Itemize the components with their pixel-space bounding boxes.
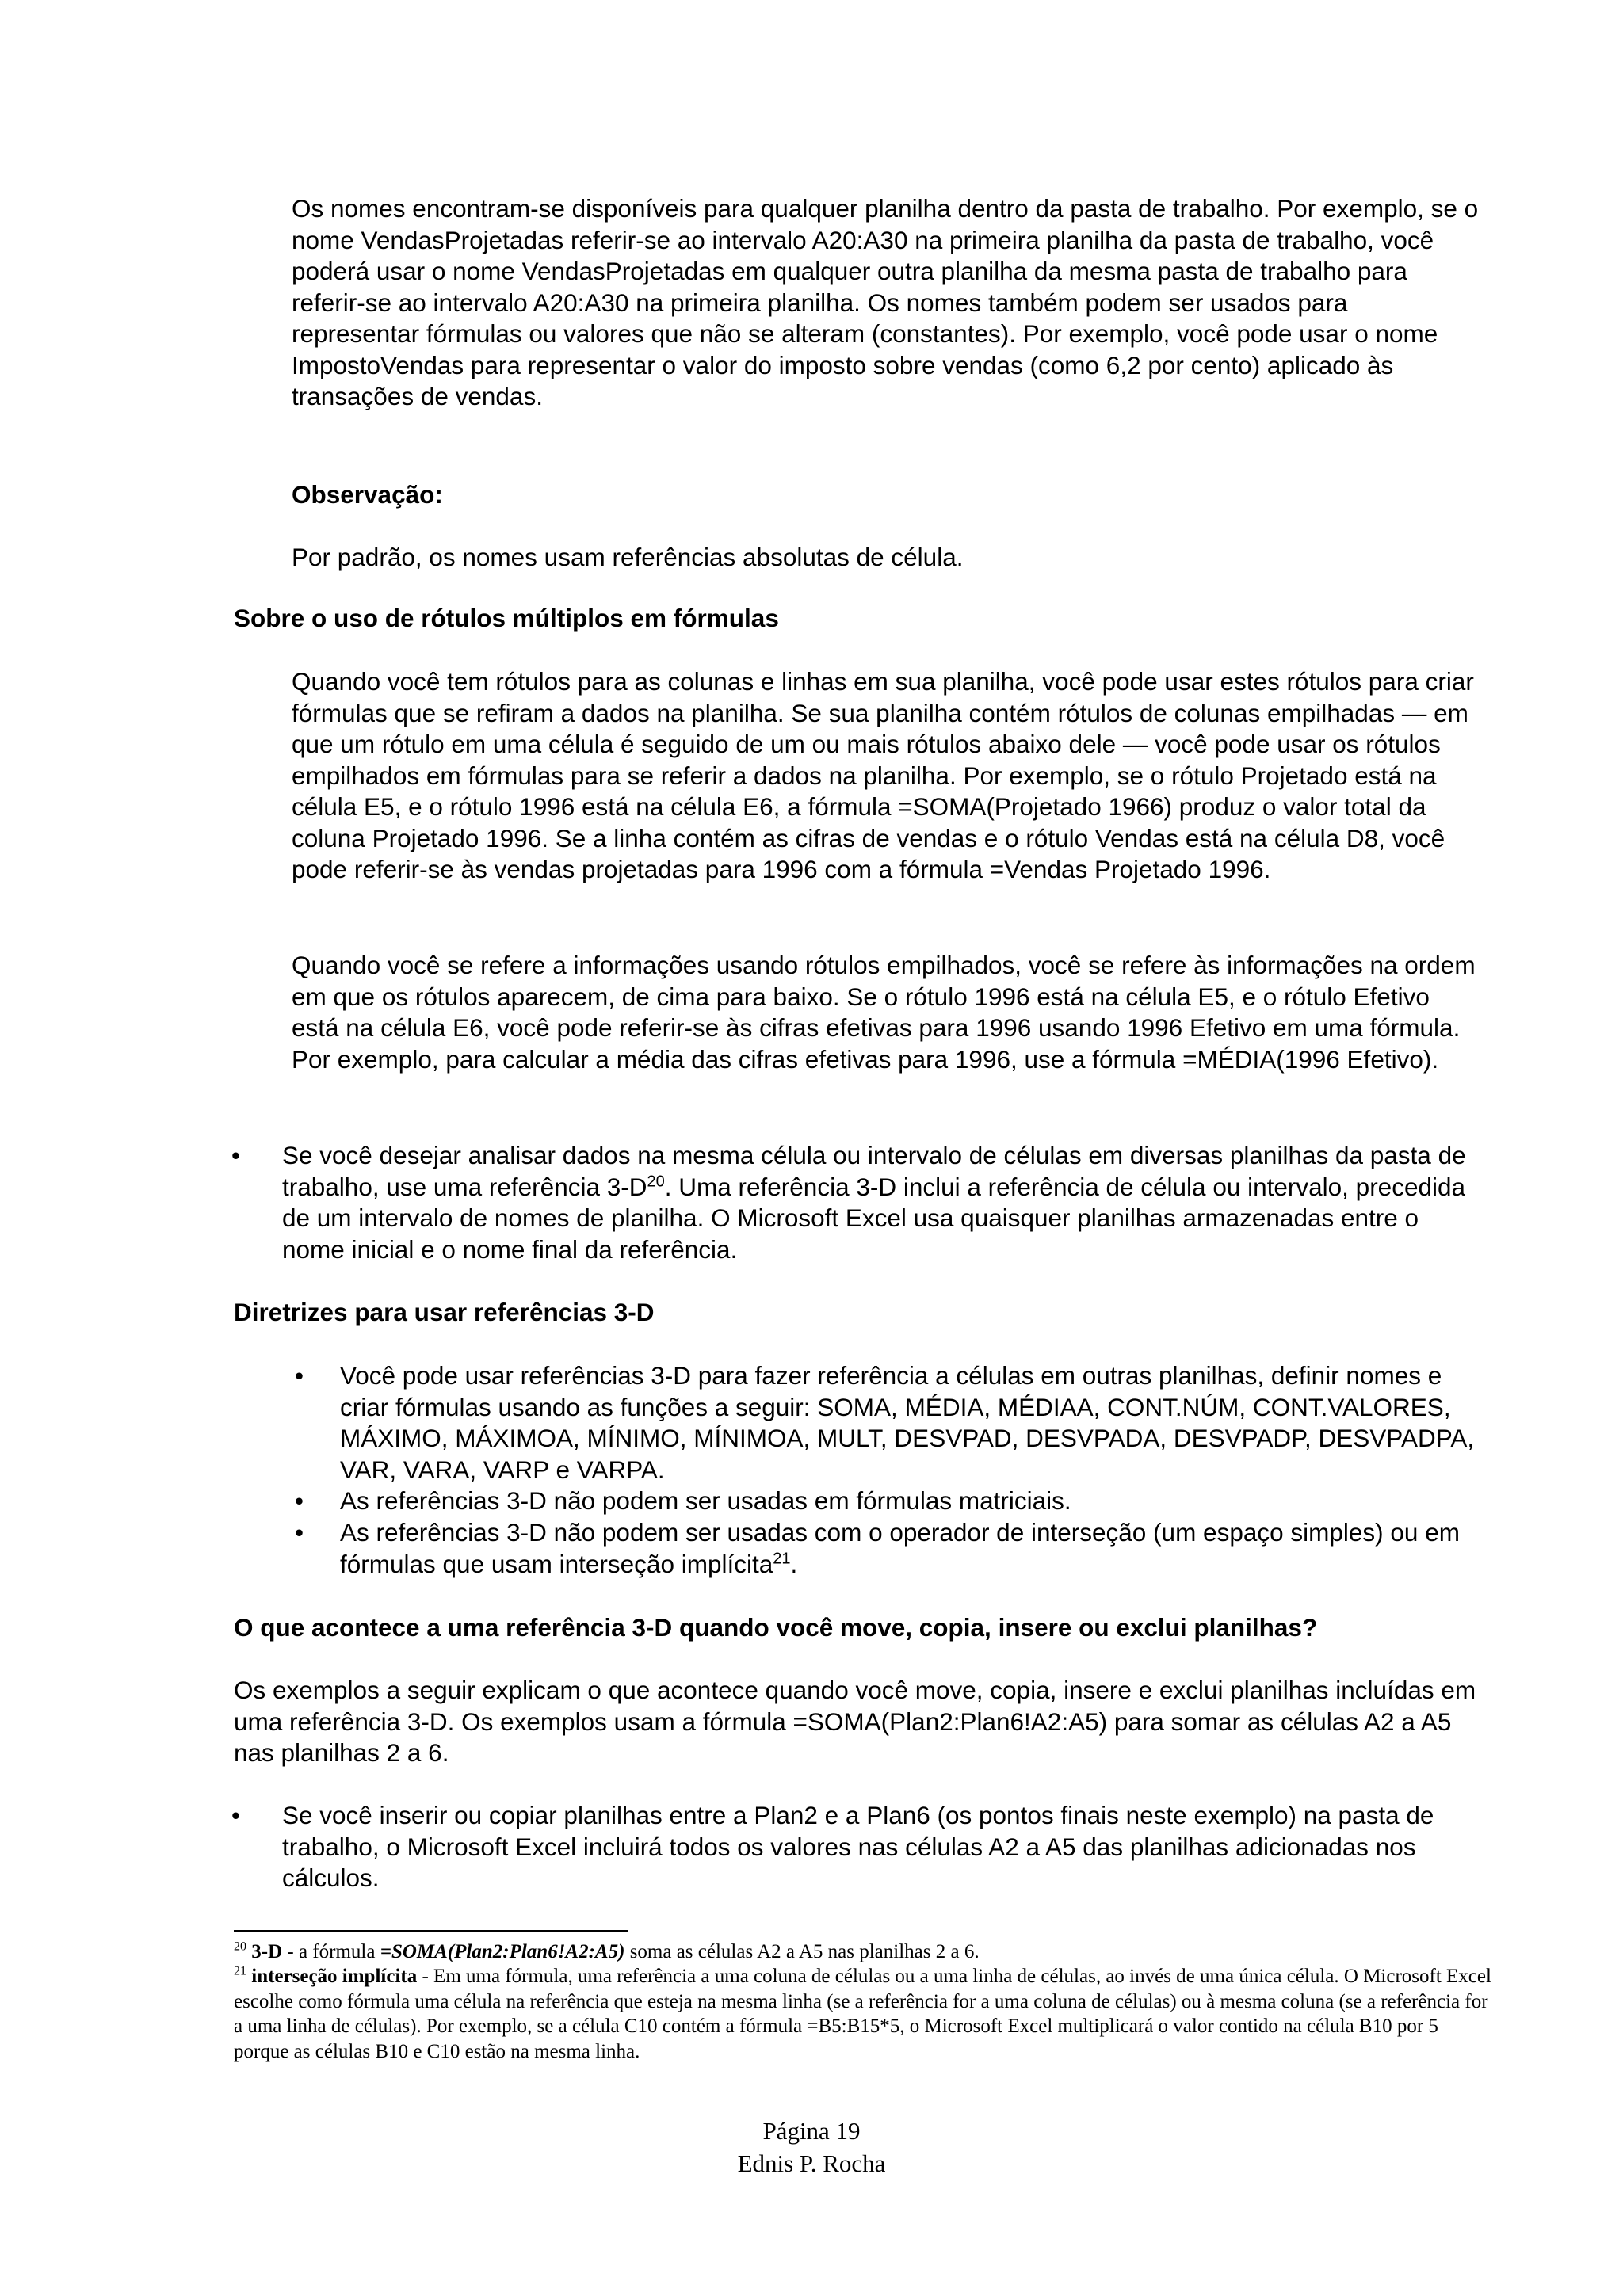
labels-paragraph-1: Quando você tem rótulos para as colunas e linhas em sua planilha, você pode usar estes rótulos para criar fórmulas que se refiram a dados na planilha. Se sua planilha contém rótulos de colunas empilhadas — em que um rótulo em uma célula é seguido de um ou mais rótulos abaixo dele — você pode usar os rótulos empilhados em fórmulas para se referir a dados na planilha. Por exemplo, se o rótulo Projetado está na célula E5, e o rótulo 1996 está na célula E6, a fórmula =SOMA(Projetado 1966) produz o valor total da coluna Projetado 1996. Se a linha contém as cifras de vendas e o rótulo Vendas está na célula D8, você pode referir-se às vendas projetadas para 1996 com a fórmula =Vendas Projetado 1996.	[292, 667, 1474, 883]
bullet-insert-copy: Se você inserir ou copiar planilhas entre a Plan2 e a Plan6 (os pontos finais neste exemplo) na pasta de trabalho, o Microsoft Excel incluirá todos os valores nas células A2 a A5 das planilhas adicionadas nos cálculos.	[282, 1801, 1434, 1892]
footnote-20: $^{20}$ 3-D - a fórmula =SOMA(Plan2:Plan6!A2:A5) soma as células A2 a A5 nas planilhas 2 a 6.	[234, 1939, 980, 1962]
bullet-marker: •	[295, 1518, 304, 1547]
footnote-21: $^{21}$ interseção implícita - Em uma fórmula, uma referência a uma coluna de células ou a uma linha de células, ao invés de uma única célula. O Microsoft Excel escolhe como fórmula uma célula na referência que esteja na mesma linha (se a referência for a uma coluna de células) ou à mesma coluna (se a referência for a uma linha de células). Por exemplo, se a célula C10 contém a fórmula =B5:B15*5, o Microsoft Excel multiplicará o valor contido na célula B10 por 5 porque as células B10 e C10 estão na mesma linha.	[234, 1964, 1491, 2062]
footnote-ref-20[interactable]: 20	[647, 1173, 665, 1190]
footnote-separator	[234, 1930, 628, 1932]
footnote-ref-21[interactable]: 21	[773, 1550, 791, 1567]
page-number: Página 19	[762, 2117, 861, 2145]
bullet-marker: •	[231, 1141, 241, 1169]
guideline-item-matrix: As referências 3-D não podem ser usadas em fórmulas matriciais.	[340, 1486, 1071, 1515]
bullet-3d-reference: Se você desejar analisar dados na mesma célula ou intervalo de células em diversas planilhas da pasta de trabalho, use uma referência $3-D^{20}$. Uma referência 3-D inclui a referência de célula ou intervalo, precedida de um intervalo de nomes de planilha. O Microsoft Excel usa quaisquer planilhas armazenadas entre o nome inicial e o nome final da referência.	[282, 1141, 1466, 1264]
bullet-marker: •	[295, 1361, 304, 1390]
bullet-marker: •	[295, 1486, 304, 1515]
section-heading-guidelines: Diretrizes para usar referências 3-D	[234, 1298, 655, 1326]
section-heading-labels: Sobre o uso de rótulos múltiplos em fórmulas	[234, 604, 779, 632]
guideline-item-functions: Você pode usar referências 3-D para fazer referência a células em outras planilhas, definir nomes e criar fórmulas usando as funções a seguir: SOMA, MÉDIA, MÉDIAA, CONT.NÚM, CONT.VALORES, MÁXIMO, MÁXIMOA, MÍNIMO, MÍNIMOA, MULT, DESVPAD, DESVPADA, DESVPADP, DESVPADPA, VAR, VARA, VARP e VARPA.	[340, 1361, 1475, 1484]
section-heading-move-copy: O que acontece a uma referência 3-D quando você move, copia, insere ou exclui planilhas?	[234, 1613, 1318, 1642]
intro-paragraph: Os nomes encontram-se disponíveis para qualquer planilha dentro da pasta de trabalho. Por exemplo, se o nome VendasProjetadas referir-se ao intervalo A20:A30 na primeira planilha da pasta de trabalho, você poderá usar o nome VendasProjetadas em qualquer outra planilha da mesma pasta de trabalho para referir-se ao intervalo A20:A30 na primeira planilha. Os nomes também podem ser usados para representar fórmulas ou valores que não se alteram (constantes). Por exemplo, você pode usar o nome ImpostoVendas para representar o valor do imposto sobre vendas (como 6,2 por cento) aplicado às transações de vendas.	[292, 194, 1479, 410]
labels-paragraph-2: Quando você se refere a informações usando rótulos empilhados, você se refere às informações na ordem em que os rótulos aparecem, de cima para baixo. Se o rótulo 1996 está na célula E5, e o rótulo Efetivo está na célula E6, você pode referir-se às cifras efetivas para 1996 usando 1996 Efetivo em uma fórmula. Por exemplo, para calcular a média das cifras efetivas para 1996, use a fórmula =MÉDIA(1996 Efetivo).	[292, 951, 1476, 1074]
guideline-item-intersection: As referências 3-D não podem ser usadas com o operador de interseção (um espaço simples) ou em fórmulas que usam interseção implícita$^{21}$.	[340, 1518, 1460, 1578]
move-copy-paragraph: Os exemplos a seguir explicam o que acontece quando você move, copia, insere e exclui planilhas incluídas em uma referência 3-D. Os exemplos usam a fórmula =SOMA(Plan2:Plan6!A2:A5) para somar as células A2 a A5 nas planilhas 2 a 6.	[234, 1676, 1476, 1767]
bullet-marker: •	[231, 1801, 241, 1829]
author-name: Ednis P. Rocha	[737, 2149, 886, 2177]
note-label: Observação:	[292, 480, 443, 509]
note-text: Por padrão, os nomes usam referências absolutas de célula.	[292, 543, 964, 571]
